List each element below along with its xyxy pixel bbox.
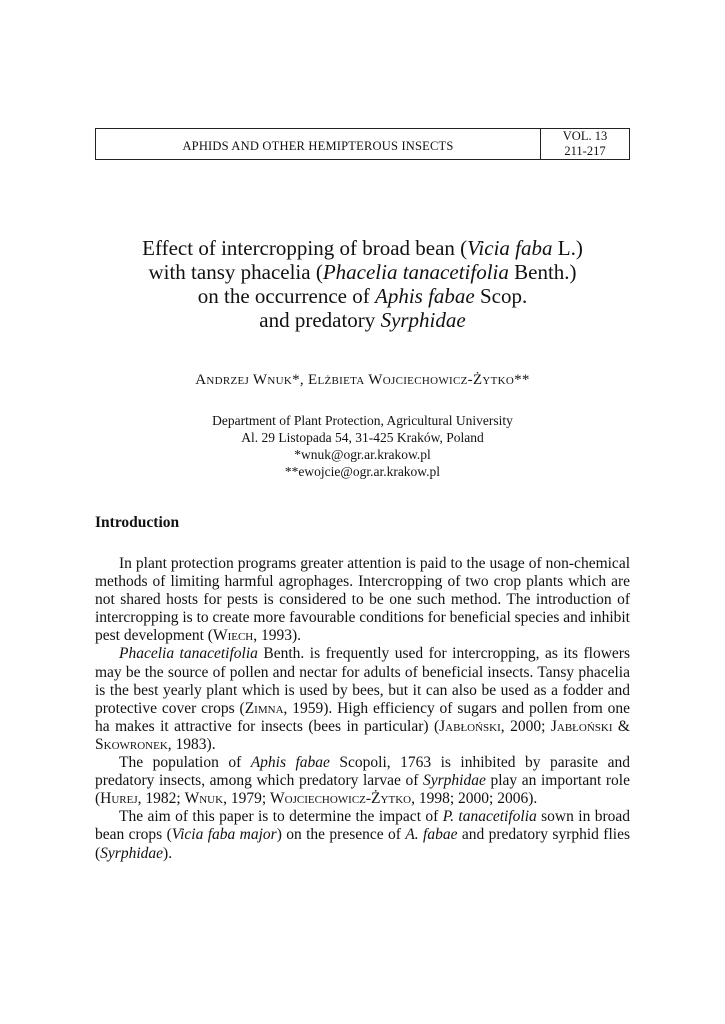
- journal-header-box: [95, 128, 630, 160]
- title-line-4: and predatory Syrphidae: [259, 308, 466, 332]
- affiliation-address: Al. 29 Listopada 54, 31-425 Kraków, Poland: [241, 430, 484, 445]
- paragraph-1: In plant protection programs greater attention is paid to the usage of non-chemical methods of limiting harmful agrophages. Intercropping of two crop plants which are not shared hosts for pests is considered to be one such method. The introduction of intercropping is to create more favourable conditions for beneficial species and inhibit pest development (Wiech, 1993).: [95, 555, 630, 645]
- affiliation: [60, 412, 665, 480]
- paper-title: [60, 236, 665, 332]
- paragraph-2: Phacelia tanacetifolia Benth. is frequently used for intercropping, as its flowers may be the source of pollen and nectar for adults of beneficial insects. Tansy phacelia is the best yearly plant which is used by bees, but it can also be used as a fodder and protective cover crops (Zimna, 1959). High efficiency of sugars and pollen from one ha makes it attractive for insects (bees in particular) (Jabłoński, 2000; Jabłoński & Skowronek, 1983).: [95, 645, 630, 753]
- volume-info: [541, 129, 629, 159]
- affiliation-department: Department of Plant Protection, Agricultural University: [212, 413, 513, 428]
- title-line-3: on the occurrence of Aphis fabae Scop.: [197, 284, 528, 308]
- author-list: Andrzej Wnuk*, Elżbieta Wojciechowicz-Żytko**: [195, 372, 530, 388]
- series-title: APHIDS AND OTHER HEMIPTEROUS INSECTS: [96, 129, 541, 159]
- page-range: 211-217: [564, 144, 606, 158]
- paragraph-3: The population of Aphis fabae Scopoli, 1763 is inhibited by parasite and predatory insects, among which predatory larvae of Syrphidae play an important role (Hurej, 1982; Wnuk, 1979; Wojciechowicz-Żytko, 1998; 2000; 2006).: [95, 754, 630, 808]
- title-line-2: with tansy phacelia (Phacelia tanacetifolia Benth.): [148, 260, 577, 284]
- title-line-1: Effect of intercropping of broad bean (Vicia faba L.): [142, 236, 583, 260]
- paragraph-4: The aim of this paper is to determine the impact of P. tanacetifolia sown in broad bean crops (Vicia faba major) on the presence of A. fabae and predatory syrphid flies (Syrphidae).: [95, 808, 630, 862]
- section-heading-introduction: Introduction: [95, 514, 180, 531]
- author-email-1: *wnuk@ogr.ar.krakow.pl: [294, 447, 431, 462]
- author-email-2: **ewojcie@ogr.ar.krakow.pl: [284, 464, 441, 479]
- introduction-body: [95, 555, 630, 863]
- volume-number: VOL. 13: [562, 129, 608, 143]
